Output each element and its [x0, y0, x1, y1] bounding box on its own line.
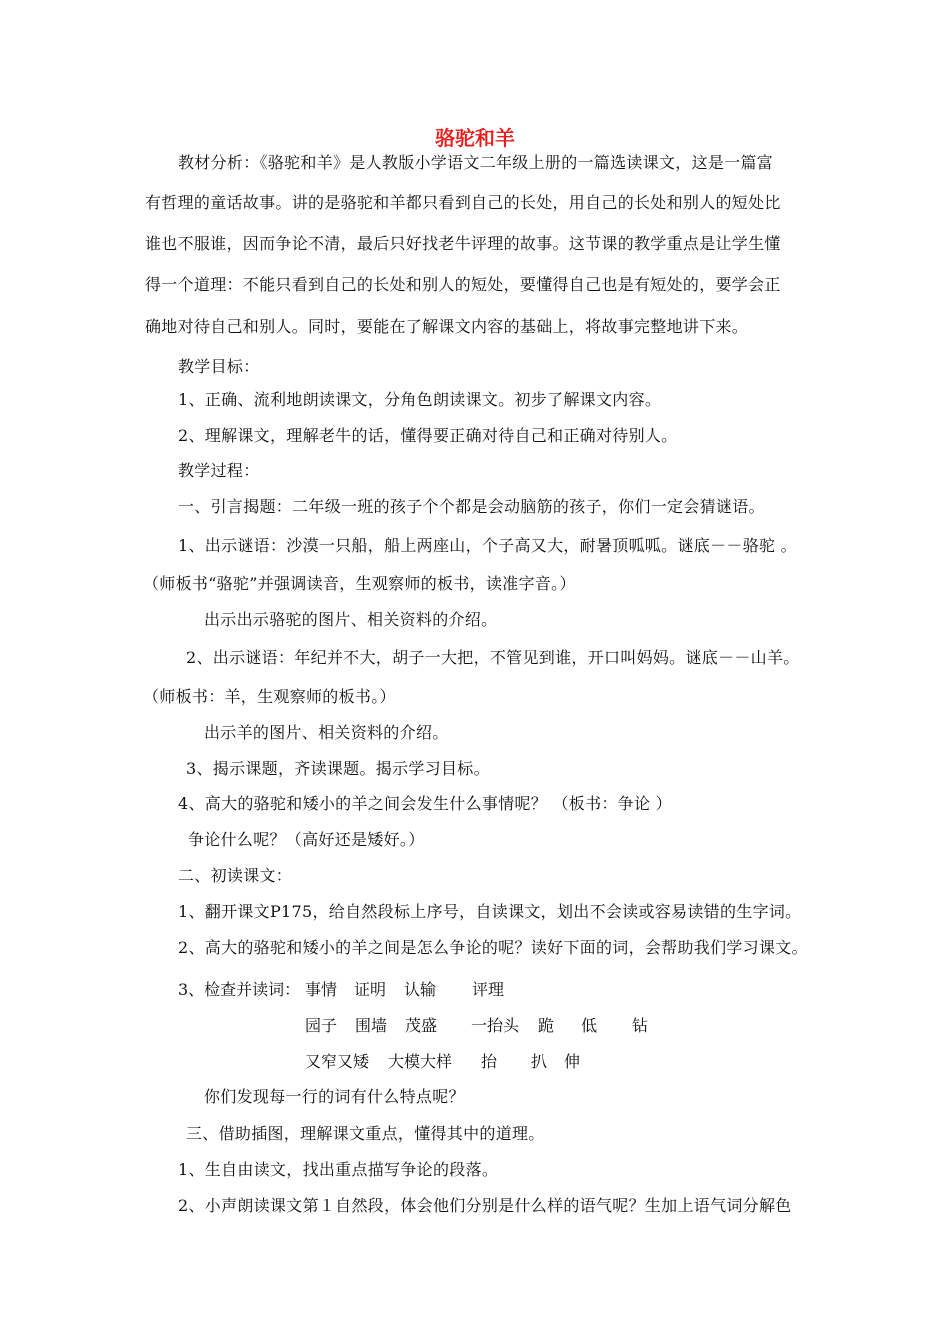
paragraph: 谁也不服谁，因而争论不清，最后只好找老牛评理的故事。这节课的教学重点是让学生懂 [145, 234, 781, 253]
vocab-word: 扒 [531, 1052, 548, 1071]
paragraph: 1、出示谜语：沙漠一只船，船上两座山，个子高又大，耐暑顶呱呱。谜底－－骆驼 。 [178, 536, 797, 555]
paragraph: 你们发现每一行的词有什么特点呢？ [204, 1087, 465, 1106]
paragraph: 一、引言揭题：二年级一班的孩子个个都是会动脑筋的孩子，你们一定会猜谜语。 [178, 497, 765, 516]
paragraph: 有哲理的童话故事。讲的是骆驼和羊都只看到自己的长处，用自己的长处和别人的短处比 [145, 193, 781, 212]
vocab-label: 3、检查并读词： [178, 980, 301, 999]
vocab-word: 园子 [305, 1016, 338, 1035]
paragraph: 教材分析：《骆驼和羊》是人教版小学语文二年级上册的一篇选读课文，这是一篇富 [178, 153, 774, 172]
vocab-word: 认输 [404, 980, 437, 999]
paragraph: （师板书：羊，生观察师的板书。） [143, 687, 396, 706]
paragraph: 1、翻开课文P175，给自然段标上序号，自读课文，划出不会读或容易读错的生字词。 [178, 902, 802, 921]
vocab-word: 抬 [481, 1052, 498, 1071]
paragraph: 2、理解课文，理解老牛的话，懂得要正确对待自己和正确对待别人。 [178, 426, 678, 445]
paragraph: 1、生自由读文，找出重点描写争论的段落。 [178, 1160, 499, 1179]
paragraph: 争论什么呢？（高好还是矮好。） [188, 830, 425, 849]
vocab-word: 评理 [472, 980, 505, 999]
paragraph: 出示羊的图片、相关资料的介绍。 [204, 723, 449, 742]
paragraph: 出示出示骆驼的图片、相关资料的介绍。 [204, 610, 498, 629]
paragraph: 1、正确、流利地朗读课文，分角色朗读课文。初步了解课文内容。 [178, 390, 662, 409]
vocab-word: 一抬头 [471, 1016, 520, 1035]
paragraph: 3、揭示课题，齐读课题。揭示学习目标。 [186, 759, 490, 778]
vocab-row [178, 980, 698, 1000]
vocab-word: 茂盛 [405, 1016, 438, 1035]
section-heading: 三、借助插图，理解课文重点，懂得其中的道理。 [186, 1124, 545, 1143]
section-heading: 二、初读课文： [178, 866, 293, 885]
paragraph: 确地对待自己和别人。同时，要能在了解课文内容的基础上，将故事完整地讲下来。 [145, 317, 749, 336]
paragraph: 2、出示谜语：年纪并不大，胡子一大把，不管见到谁，开口叫妈妈。谜底－－山羊。 [186, 648, 800, 667]
paragraph: 2、小声朗读课文第１自然段，体会他们分别是什么样的语气呢？生加上语气词分解色 [178, 1196, 792, 1215]
paragraph: 2、高大的骆驼和矮小的羊之间是怎么争论的呢？读好下面的词，会帮助我们学习课文。 [178, 938, 808, 957]
vocab-word: 伸 [564, 1052, 581, 1071]
vocab-word: 低 [581, 1016, 598, 1035]
section-heading: 教学目标： [178, 357, 260, 376]
vocab-word: 事情 [305, 980, 338, 999]
vocab-word: 又窄又矮 [305, 1052, 370, 1071]
vocab-word: 大模大样 [388, 1052, 453, 1071]
paragraph: （师板书“骆驼”并强调读音，生观察师的板书，读准字音。） [143, 574, 576, 593]
paragraph: 得一个道理：不能只看到自己的长处和别人的短处，要懂得自己也是有短处的，要学会正 [145, 275, 781, 294]
vocab-word: 跪 [538, 1016, 555, 1035]
vocab-row [305, 1052, 605, 1072]
vocab-word: 证明 [354, 980, 387, 999]
vocab-row [305, 1016, 665, 1036]
document-title: 骆驼和羊 [435, 126, 515, 150]
paragraph: 4、高大的骆驼和矮小的羊之间会发生什么事情呢？ （板书：争论 ） [178, 794, 672, 813]
section-heading: 教学过程： [178, 461, 260, 480]
vocab-word: 围墙 [355, 1016, 388, 1035]
vocab-word: 钻 [632, 1016, 649, 1035]
